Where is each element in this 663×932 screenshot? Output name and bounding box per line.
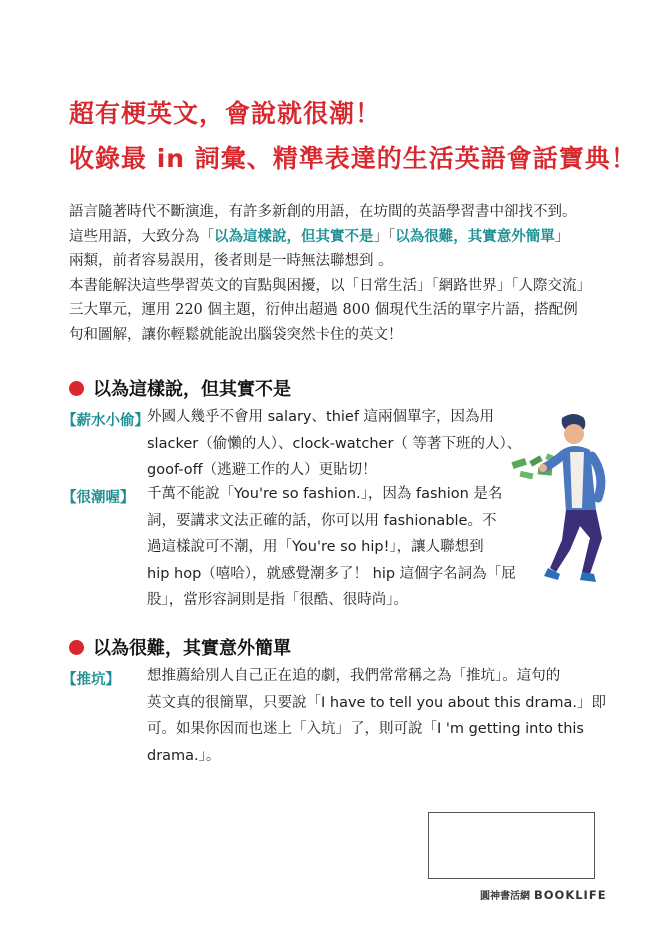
explanation-line: slacker（偷懶的人）、clock-watcher（ 等著下班的人）、 xyxy=(147,435,522,452)
section-heading-2 xyxy=(69,634,291,660)
intro-text: 」 xyxy=(554,228,570,245)
intro-line: 本書能解決這些學習英文的盲點與困擾，以「日常生活」「網路世界」「人際交流」 xyxy=(69,277,591,294)
explanation-line: 想推薦給別人自己正在追的劇，我們常常稱之為「推坑」。這句的 xyxy=(147,668,561,684)
explanation-line: goof-off（逃避工作的人）更貼切！ xyxy=(147,462,377,478)
section-heading-text: 以為很難，其實意外簡單 xyxy=(93,638,291,659)
highlight-category-2: 以為很難，其實意外簡單 xyxy=(395,227,555,245)
headline-line-2: 收錄最 in 詞彙、精準表達的生活英語會話寶典！ xyxy=(69,144,637,173)
intro-line: 句和圖解，讓你輕鬆就能說出腦袋突然卡住的英文！ xyxy=(69,326,403,343)
intro-line: 語言隨著時代不斷演進，有許多新創的用語，在坊間的英語學習書中卻找不到。 xyxy=(69,204,577,220)
section-heading-text: 以為這樣說，但其實不是 xyxy=(93,379,291,400)
explanation-line: 外國人幾乎不會用 salary、thief 這兩個單字，因為用 xyxy=(147,409,495,425)
term-label: 【薪水小偷】 xyxy=(62,413,149,429)
term-explanation xyxy=(147,663,606,769)
explanation-line: 過這樣說可不潮，用「You're so hip!」，讓人聯想到 xyxy=(147,539,484,555)
explanation-line: drama.」。 xyxy=(147,747,221,764)
term-explanation xyxy=(147,404,521,484)
term-explanation xyxy=(147,481,516,614)
publisher-logo xyxy=(480,887,607,902)
explanation-line: 股」，當形容詞則是指「很酷、很時尚」。 xyxy=(147,592,408,608)
explanation-line: 詞，要講求文法正確的話，你可以用 fashionable。不 xyxy=(147,512,497,529)
empty-stamp-box xyxy=(428,812,595,879)
intro-text: 這些用語，大致分為「 xyxy=(69,228,214,245)
explanation-line: hip hop（嘻哈），就感覺潮多了！ hip 這個字名詞為「屁 xyxy=(147,565,516,582)
intro-line: 三大單元，運用 220 個主題，衍伸出超過 800 個現代生活的單字片語，搭配例 xyxy=(69,302,578,318)
term-label: 【很潮喔】 xyxy=(62,490,135,506)
intro-line: 兩類，前者容易誤用，後者則是一時無法聯想到 。 xyxy=(69,253,393,269)
headline-line-1: 超有梗英文，會說就很潮！ xyxy=(69,99,382,128)
highlight-category-1: 以為這樣說，但其實不是 xyxy=(214,227,374,245)
publisher-name: 圓神書活網 xyxy=(480,891,530,902)
publisher-brand: BOOKLIFE xyxy=(534,888,607,902)
section-heading-1 xyxy=(69,375,291,401)
term-label: 【推坑】 xyxy=(62,672,120,688)
explanation-line: 千萬不能說「You're so fashion.」，因為 fashion 是名 xyxy=(147,486,503,502)
explanation-line: 英文真的很簡單，只要說「I have to tell you about this drama.」即 xyxy=(147,694,606,711)
intro-line xyxy=(69,225,614,250)
intro-text: 」「 xyxy=(373,228,396,245)
intro-paragraph xyxy=(69,200,614,347)
explanation-line: 可。如果你因而也迷上「入坑」了，則可說「I 'm getting into this xyxy=(147,721,584,737)
man-throwing-money-illustration xyxy=(508,410,618,585)
bullet-dot-icon xyxy=(69,381,84,396)
bullet-dot-icon xyxy=(69,640,84,655)
